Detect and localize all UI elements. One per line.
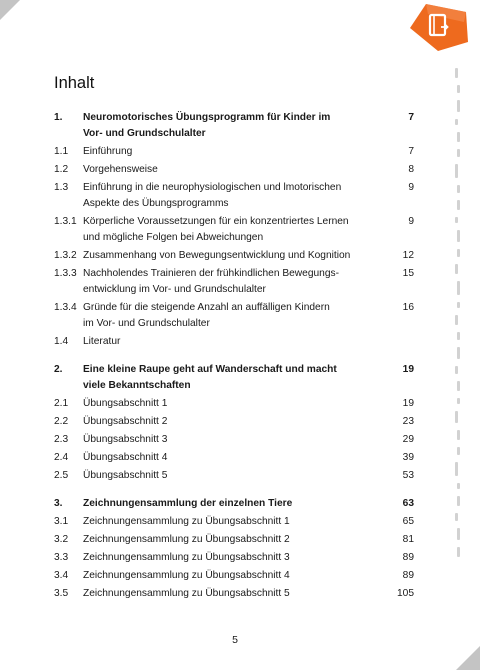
toc-entry[interactable] [54, 396, 414, 412]
toc-entry-title [83, 550, 374, 566]
toc-entry-title-line: und mögliche Folgen bei Abweichungen [83, 232, 264, 243]
toc-entry-number: 3.5 [54, 588, 69, 599]
toc-entry-title-line: Aspekte des Übungsprogramms [83, 198, 229, 209]
toc-entry-title [83, 362, 374, 394]
toc-entry-number: 3.4 [54, 570, 69, 581]
toc-entry-number: 2.1 [54, 398, 69, 409]
toc-entry[interactable] [54, 214, 414, 246]
decorative-dash [457, 149, 460, 157]
decorative-dash [457, 381, 460, 391]
toc-entry[interactable] [54, 144, 414, 160]
decorative-dash [457, 185, 460, 193]
toc-entry-title-line: Zeichnungensammlung zu Übungsabschnitt 2 [83, 534, 290, 545]
toc-entry-page: 8 [408, 164, 414, 175]
toc-entry-title [83, 180, 374, 212]
toc-entry-title [83, 450, 374, 466]
toc-entry-title [83, 110, 374, 142]
toc-entry-title [83, 432, 374, 448]
toc-entry-title [83, 396, 374, 412]
toc-entry-title-line: Neuromotorisches Übungsprogramm für Kinder im [83, 112, 331, 123]
toc-entry-title [83, 514, 374, 530]
toc-entry[interactable] [54, 550, 414, 566]
toc-entry-title-line: Nachholendes Trainieren der frühkindlichen Bewegungs- [83, 268, 339, 279]
table-of-contents [54, 110, 414, 602]
toc-entry[interactable] [54, 586, 414, 602]
toc-entry-title [83, 162, 374, 178]
toc-entry[interactable] [54, 514, 414, 530]
toc-entry-title-line: Zeichnungensammlung zu Übungsabschnitt 1 [83, 516, 290, 527]
toc-entry-number: 1.2 [54, 164, 69, 175]
decorative-dash [457, 398, 460, 404]
toc-entry[interactable] [54, 532, 414, 548]
toc-entry-page: 19 [402, 398, 414, 409]
toc-entry-title [83, 414, 374, 430]
document-icon[interactable] [408, 2, 470, 52]
toc-entry-number: 1.3 [54, 182, 69, 193]
toc-entry-number: 3. [54, 498, 63, 509]
toc-entry-title-line: entwicklung im Vor- und Grundschulalter [83, 284, 266, 295]
corner-triangle-bottom-right [456, 646, 480, 670]
toc-entry-page: 89 [402, 552, 414, 563]
decorative-dash [457, 496, 460, 506]
toc-entry-page: 65 [402, 516, 414, 527]
toc-entry-page: 15 [402, 268, 414, 279]
decorative-dash [457, 483, 460, 489]
toc-entry-number: 1.3.4 [54, 302, 77, 313]
toc-entry-title-line: Zeichnungensammlung der einzelnen Tiere [83, 498, 293, 509]
toc-entry-page: 23 [402, 416, 414, 427]
decorative-dash [455, 264, 458, 274]
toc-entry-title-line: viele Bekanntschaften [83, 380, 191, 391]
toc-entry-number: 2.2 [54, 416, 69, 427]
toc-entry-title-line: Übungsabschnitt 2 [83, 416, 168, 427]
toc-entry-title-line: Zeichnungensammlung zu Übungsabschnitt 3 [83, 552, 290, 563]
decorative-dash [457, 347, 460, 359]
toc-entry-title [83, 586, 374, 602]
toc-entry-page: 89 [402, 570, 414, 581]
toc-entry[interactable] [54, 248, 414, 264]
toc-entry-title [83, 468, 374, 484]
toc-entry-title-line: Einführung [83, 146, 133, 157]
toc-entry-number: 1.3.2 [54, 250, 77, 261]
toc-entry-page: 81 [402, 534, 414, 545]
decorative-dash [455, 366, 458, 374]
toc-entry[interactable] [54, 450, 414, 466]
toc-entry-title-line: Vor- und Grundschulalter [83, 128, 206, 139]
toc-entry-title [83, 532, 374, 548]
toc-entry-page: 29 [402, 434, 414, 445]
toc-entry[interactable] [54, 362, 414, 394]
toc-entry-page: 12 [402, 250, 414, 261]
toc-entry-number: 1.3.1 [54, 216, 77, 227]
toc-entry-number: 1.3.3 [54, 268, 77, 279]
decorative-dash [455, 164, 458, 178]
toc-entry-page: 19 [402, 364, 414, 375]
toc-entry-title-line: Körperliche Voraussetzungen für ein konzentriertes Lernen [83, 216, 349, 227]
toc-entry[interactable] [54, 468, 414, 484]
toc-entry-title [83, 248, 374, 264]
decorative-dash [455, 315, 458, 325]
toc-entry-title-line: Einführung in die neurophysiologischen und lmotorischen [83, 182, 342, 193]
toc-entry-title-line: Übungsabschnitt 3 [83, 434, 168, 445]
toc-entry-title [83, 214, 374, 246]
decorative-dash [457, 132, 460, 142]
toc-entry[interactable] [54, 414, 414, 430]
side-decoration [452, 68, 466, 588]
toc-entry[interactable] [54, 162, 414, 178]
corner-triangle-top-left [0, 0, 20, 20]
toc-entry-page: 39 [402, 452, 414, 463]
toc-entry-number: 1.4 [54, 336, 69, 347]
toc-entry-title [83, 496, 374, 512]
toc-entry-page: 16 [402, 302, 414, 313]
toc-entry-title-line: Übungsabschnitt 1 [83, 398, 168, 409]
decorative-dash [457, 528, 460, 540]
toc-entry-title-line: im Vor- und Grundschulalter [83, 318, 210, 329]
toc-entry-number: 1.1 [54, 146, 69, 157]
decorative-dash [457, 230, 460, 242]
toc-entry-page: 105 [397, 588, 414, 599]
toc-entry-title-line: Übungsabschnitt 5 [83, 470, 168, 481]
decorative-dash [455, 513, 458, 521]
decorative-dash [457, 249, 460, 257]
toc-entry-title-line: Zusammenhang von Bewegungsentwicklung und Kognition [83, 250, 351, 261]
toc-entry-number: 2. [54, 364, 63, 375]
decorative-dash [457, 85, 460, 93]
decorative-dash [455, 119, 458, 125]
toc-entry[interactable] [54, 110, 414, 142]
decorative-dash [457, 332, 460, 340]
toc-entry[interactable] [54, 266, 414, 298]
toc-entry-title-line: Eine kleine Raupe geht auf Wanderschaft und macht [83, 364, 337, 375]
decorative-dash [457, 547, 460, 557]
decorative-dash [457, 100, 460, 112]
toc-entry-page: 9 [408, 182, 414, 193]
decorative-dash [457, 430, 460, 440]
toc-entry-page: 53 [402, 470, 414, 481]
decorative-dash [457, 302, 460, 308]
toc-entry-title [83, 334, 374, 350]
toc-entry-number: 3.3 [54, 552, 69, 563]
toc-entry-page: 9 [408, 216, 414, 227]
toc-entry-title [83, 266, 374, 298]
toc-entry-title-line: Zeichnungensammlung zu Übungsabschnitt 5 [83, 588, 290, 599]
toc-entry-number: 3.1 [54, 516, 69, 527]
toc-entry-title [83, 144, 374, 160]
toc-entry[interactable] [54, 432, 414, 448]
toc-entry-title-line: Übungsabschnitt 4 [83, 452, 168, 463]
toc-entry-title-line: Vorgehensweise [83, 164, 158, 175]
toc-entry[interactable] [54, 180, 414, 212]
toc-entry-number: 1. [54, 112, 63, 123]
toc-entry-page: 63 [402, 498, 414, 509]
decorative-dash [457, 200, 460, 210]
toc-entry-title-line: Zeichnungensammlung zu Übungsabschnitt 4 [83, 570, 290, 581]
toc-entry-number: 2.5 [54, 470, 69, 481]
toc-entry-page: 7 [408, 146, 414, 157]
decorative-dash [455, 68, 458, 78]
toc-entry[interactable] [54, 334, 414, 350]
toc-entry[interactable] [54, 568, 414, 584]
page-number: 5 [232, 634, 238, 646]
toc-entry-page: 7 [408, 112, 414, 123]
decorative-dash [455, 217, 458, 223]
decorative-dash [457, 447, 460, 455]
decorative-dash [457, 281, 460, 295]
decorative-dash [455, 411, 458, 423]
toc-entry[interactable] [54, 300, 414, 332]
toc-entry-number: 2.3 [54, 434, 69, 445]
toc-entry-number: 3.2 [54, 534, 69, 545]
toc-entry-title [83, 300, 374, 332]
toc-entry-title-line: Literatur [83, 336, 121, 347]
toc-entry-title [83, 568, 374, 584]
toc-entry-number: 2.4 [54, 452, 69, 463]
toc-entry[interactable] [54, 496, 414, 512]
toc-entry-title-line: Gründe für die steigende Anzahl an auffälligen Kindern [83, 302, 330, 313]
page-title: Inhalt [54, 74, 95, 92]
decorative-dash [455, 462, 458, 476]
